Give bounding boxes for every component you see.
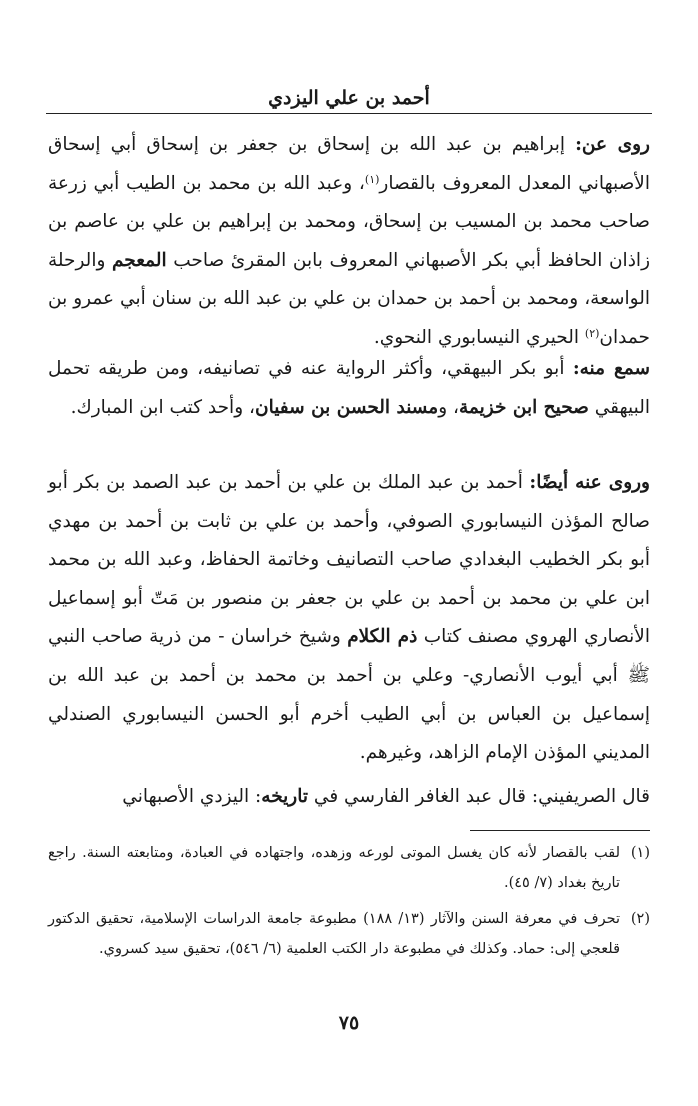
paragraph-text: قال الصريفيني: قال عبد الغافر الفارسي في [308, 786, 650, 807]
paragraph-lead: روى عن: [575, 134, 650, 155]
footnote-number: (١) [630, 845, 650, 861]
paragraph-also-narrated [48, 464, 650, 773]
book-title: صحيح ابن خزيمة [459, 396, 589, 418]
book-title: ذم الكلام [347, 626, 418, 648]
paragraph-narrated-from [48, 126, 650, 358]
footnote-item [48, 838, 650, 898]
footnote-item [48, 904, 650, 964]
paragraph-text: ، وعبد الله بن محمد بن الطيب أبي زرعة صاحب محمد بن المسيب بن إسحاق، ومحمد بن إبراهيم بن علي بن عاصم بن زاذان الحافظ أبي بكر الأصبهاني المعروف بابن المقرئ صاحب [48, 172, 650, 271]
book-title: المعجم [112, 249, 167, 271]
footnote-ref: (١) [364, 172, 380, 186]
paragraph-text: : اليزدي الأصبهاني [122, 786, 262, 807]
paragraph-text: والرحلة الواسعة، ومحمد بن أحمد بن حمدان بن علي بن عبد الله بن سنان أبي عمرو بن حمدان [48, 249, 650, 348]
book-title: تاريخه [261, 786, 309, 807]
footnote-rule [470, 830, 650, 831]
paragraph-text: ، و [438, 396, 460, 418]
paragraph-heard-from-him [48, 350, 650, 427]
book-title: مسند الحسن بن سفيان [254, 396, 439, 418]
header-rule [46, 113, 652, 114]
paragraph-sarifini-quote [48, 778, 650, 817]
paragraph-text: ، وأحد كتب ابن المبارك. [70, 396, 255, 418]
footnotes [48, 838, 650, 970]
paragraph-text: إبراهيم بن عبد الله بن إسحاق بن جعفر بن إسحاق أبي إسحاق الأصبهاني المعدل المعروف بالقصار [48, 134, 651, 194]
paragraph-text: أبو بكر البيهقي، وأكثر الرواية عنه في تصانيفه، ومن طريقه تحمل البيهقي [48, 358, 650, 418]
footnote-text: تحرف في معرفة السنن والآثار (١٣/ ١٨٨) مطبوعة جامعة الدراسات الإسلامية، تحقيق الدكتور قلعجي إلى: حماد. وكذلك في مطبوعة دار الكتب العلمية (٦/ ٥٤٦)، تحقيق سيد كسروي. [48, 911, 620, 957]
running-head: أحمد بن علي اليزدي [268, 87, 430, 109]
footnote-ref: (٢) [584, 326, 600, 340]
paragraph-lead: سمع منه: [572, 358, 650, 379]
paragraph-text: وشيخ خراسان - من ذرية صاحب النبي ﷺ أبي أيوب الأنصاري- وعلي بن أحمد بن محمد بن أحمد بن عبد الله بن إسماعيل بن العباس بن أبي الطيب أخرم أبو الحسن النيسابوري الصندلي المديني المؤذن الإمام الزاهد، وغيرهم. [48, 626, 650, 764]
paragraph-lead: وروى عنه أيضًا: [529, 472, 650, 493]
paragraph-text: الحيري النيسابوري النحوي. [373, 326, 585, 348]
footnote-text: لقب بالقصار لأنه كان يغسل الموتى لورعه وزهده، واجتهاده في العبادة، ومتابعته السنة. راجع تاريخ بغداد (٧/ ٤٥). [48, 845, 620, 891]
paragraph-text: أحمد بن عبد الملك بن علي بن أحمد بن عبد الصمد بن بكر أبو صالح المؤذن النيسابوري الصوفي، وأحمد بن علي بن ثابت بن أحمد بن مهدي أبو بكر الخطيب البغدادي صاحب التصانيف وخاتمة الحفاظ، وعبد الله بن محمد ابن علي بن محمد بن أحمد بن علي بن جعفر بن منصور بن مَتّ أبو إسماعيل الأنصاري الهروي مصنف كتاب [48, 472, 650, 648]
footnote-number: (٢) [630, 911, 650, 927]
page-number: ٧٥ [338, 1012, 360, 1034]
